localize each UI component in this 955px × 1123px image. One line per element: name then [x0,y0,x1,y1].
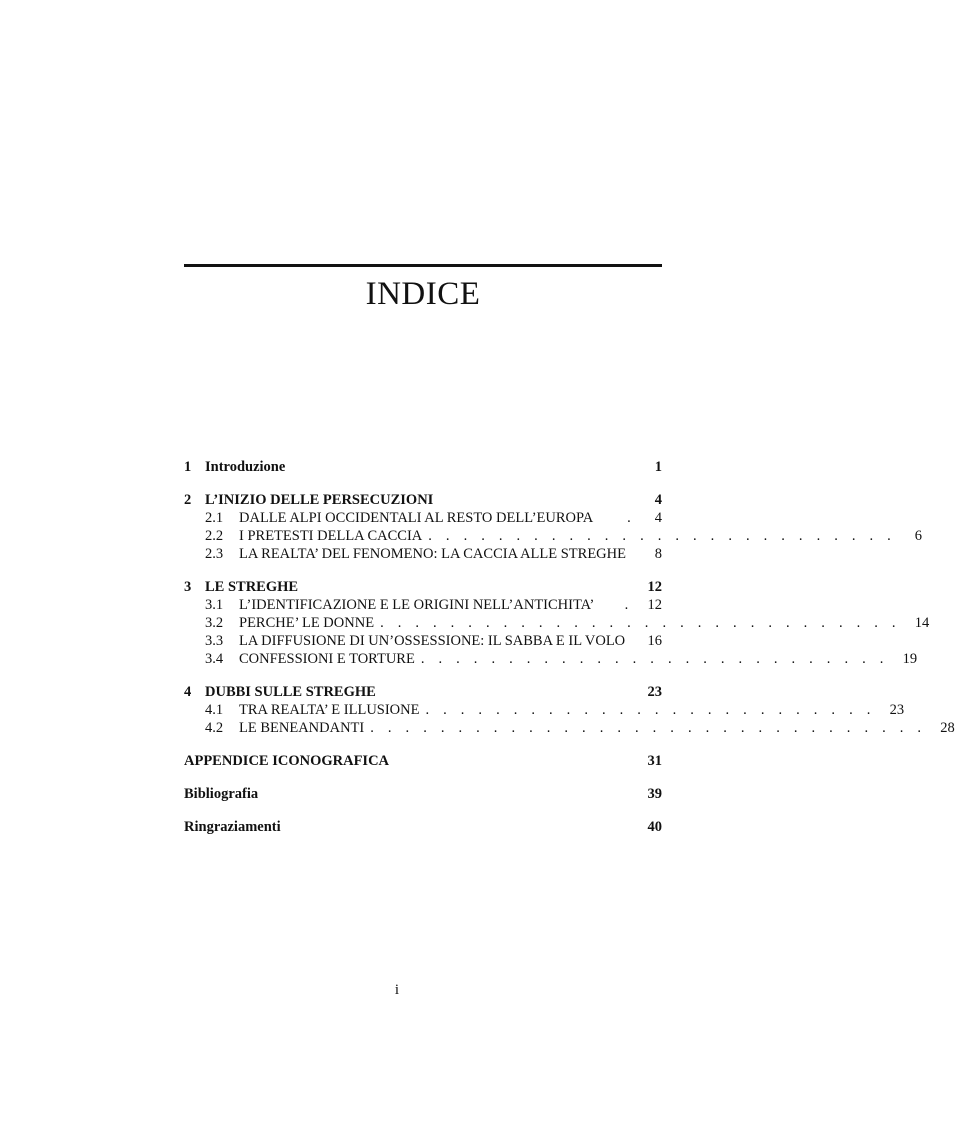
section-title: LA REALTA’ DEL FENOMENO: LA CACCIA ALLE STREGHE [239,546,626,562]
toc-chapter-1[interactable] [184,458,662,476]
chapter-page: 1 [654,459,662,475]
section-page: 8 [654,546,662,562]
back-matter-page: 31 [647,753,662,769]
back-matter-page: 39 [647,786,662,802]
chapter-number: 2 [184,492,192,508]
dot-leader: . . . . . . . . . . . . . . . . . . . . . . . . . . . . . . [380,615,901,631]
dot-leader: . . . . . . . . . . . . . . . . . . . . . . . . . . . [428,528,896,544]
title-rule [184,264,662,267]
toc-section-4-2[interactable] [184,719,955,737]
toc-chapter-3[interactable] [184,578,662,596]
section-title: LE BENEANDANTI [239,720,365,736]
section-title: L’IDENTIFICAZIONE E LE ORIGINI NELL’ANTICHITA’ [239,597,595,613]
section-title: I PRETESTI DELLA CACCIA [239,528,423,544]
chapter-number: 4 [184,684,192,700]
toc-section-3-3[interactable] [184,632,662,650]
section-number: 3.1 [205,597,224,613]
toc-chapter-4[interactable] [184,683,662,701]
toc-section-2-2[interactable] [184,527,922,545]
table-of-contents [184,458,955,836]
chapter-page: 4 [654,492,662,508]
section-number: 3.3 [205,633,224,649]
toc-chapter-2[interactable] [184,491,662,509]
toc-section-4-1[interactable] [184,701,905,719]
dot-leader: . . . . . . . . . . . . . . . . . . . . . . . . . . . [420,651,889,667]
dot-leader: . [624,597,634,613]
toc-appendix[interactable] [184,752,662,770]
chapter-page: 12 [647,579,662,595]
section-page: 14 [914,615,930,631]
toc-bibliography[interactable] [184,785,662,803]
back-matter-title: Ringraziamenti [184,819,281,835]
section-page: 28 [940,720,955,736]
chapter-number: 3 [184,579,192,595]
section-title: CONFESSIONI E TORTURE [239,651,415,667]
section-number: 3.2 [205,615,224,631]
section-page: 6 [914,528,922,544]
section-title: DALLE ALPI OCCIDENTALI AL RESTO DELL’EUROPA [239,510,594,526]
section-number: 2.3 [205,546,224,562]
section-page: 16 [647,633,662,649]
section-page: 4 [654,510,662,526]
section-title: LA DIFFUSIONE DI UN’OSSESSIONE: IL SABBA E IL VOLO [239,633,626,649]
dot-leader: . [627,510,636,526]
section-number: 2.2 [205,528,224,544]
back-matter-title: Bibliografia [184,786,259,802]
chapter-page: 23 [647,684,662,700]
toc-section-3-2[interactable] [184,614,930,632]
dot-leader: . . . . . . . . . . . . . . . . . . . . . . . . . . [425,702,876,718]
chapter-title: LE STREGHE [205,579,299,595]
chapter-title: L’INIZIO DELLE PERSECUZIONI [205,492,434,508]
toc-section-2-3[interactable] [184,545,662,563]
section-title: PERCHE’ LE DONNE [239,615,375,631]
toc-section-3-4[interactable] [184,650,918,668]
section-number: 2.1 [205,510,224,526]
section-number: 4.1 [205,702,224,718]
section-page: 12 [647,597,662,613]
page-title: INDICE [365,276,481,312]
toc-acknowledgements[interactable] [184,818,662,836]
chapter-title: DUBBI SULLE STREGHE [205,684,376,700]
page-number: i [394,982,400,998]
toc-section-3-1[interactable] [184,596,662,614]
back-matter-page: 40 [647,819,662,835]
section-number: 4.2 [205,720,224,736]
section-title: TRA REALTA’ E ILLUSIONE [239,702,420,718]
dot-leader: . . . . . . . . . . . . . . . . . . . . . . . . . . . . . . . . [370,720,927,736]
section-page: 23 [889,702,905,718]
back-matter-title: APPENDICE ICONOGRAFICA [184,753,390,769]
section-page: 19 [902,651,918,667]
chapter-title: Introduzione [205,459,286,475]
section-number: 3.4 [205,651,224,667]
toc-section-2-1[interactable] [184,509,662,527]
chapter-number: 1 [184,459,192,475]
